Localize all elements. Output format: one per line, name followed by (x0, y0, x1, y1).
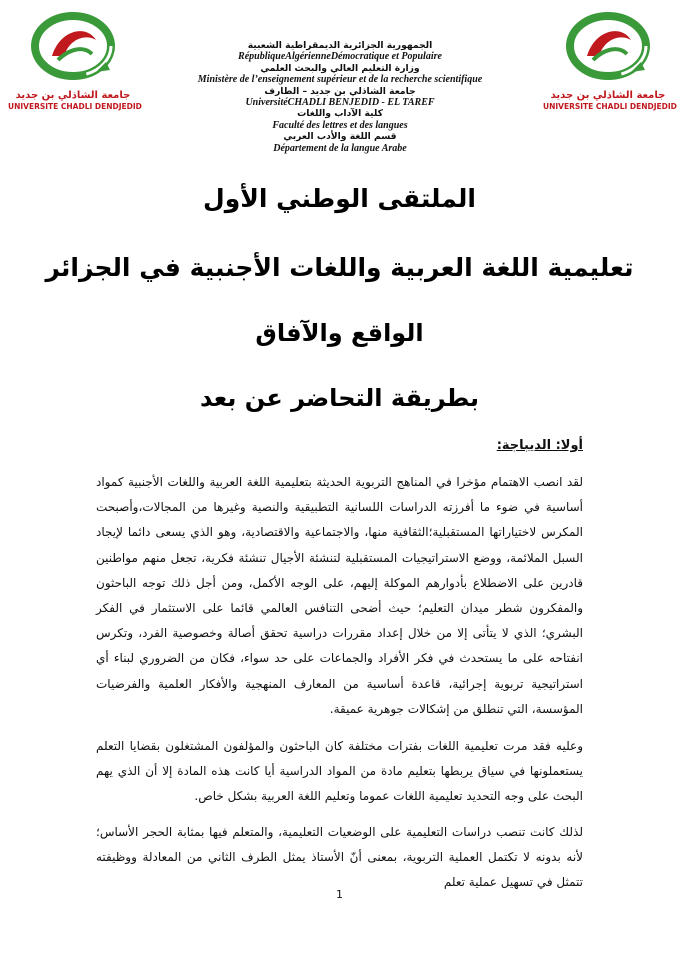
header-line: Département de la langue Arabe (273, 142, 407, 154)
conference-title: الملتقى الوطني الأول (203, 184, 476, 213)
university-name-arabic: جامعة الشاذلي بن جديد (550, 90, 666, 101)
header-line: Ministère de l’enseignement supérieur et de la recherche scientifique (197, 74, 483, 86)
section-heading: أولا: الديباجة: (496, 438, 583, 453)
header-line: وزارة التعليم العالي والبحث العلمي (260, 62, 420, 74)
conference-subtitle: الواقع والآفاق (255, 319, 424, 347)
body-paragraph: لقد انصب الاهتمام مؤخرا في المناهج التربوية الحديثة بتعليمية اللغة العربية واللغات الأجنبية كمواد أساسية في ضوء ما أفرزته الدراسات اللسانية التطبيقية والنصية وغيرها من المجالات،وأصبحت المكرس لاختياراتها المستقبلية؛الثقافية منها، والاجتماعية والاقتصادية، وهو الذي يسعى دائما لإيجاد السبل الملائمة، ووضع الاستراتيجيات المستقبلية لتنشئة الأجيال تنشئة فكرية، تجعل منهم مواطنين قادرين على الاضطلاع بأدوارهم الموكلة إليهم، على الوجه الأكمل، ومن أجل ذلك توجه الباحثون والمفكرون شطر ميدان التعليم؛ حيث أضحى التنافس العالمي قائما على الاستثمار في الفكر البشري؛ الذي لا يتأتى إلا من خلال إعداد مقررات دراسية تحقق أصالة وخصوصية الفرد، وتكرس انفتاحه على ما يستحدث في فكر الأفراد والجماعات على حد سواء، فكان من الضروري لبناء أي استراتيجية تربوية إجرائية، قاعدة أساسية من المعارف المنهجية والأفكار العلمية والفرضيات المؤسسة، التي تنطلق من إشكالات جوهرية عميقة. (96, 475, 583, 716)
header-line: كلية الآداب واللغات (297, 108, 383, 120)
institution-header (150, 40, 530, 154)
header-line: UniversitéCHADLI BENJEDID - EL TAREF (245, 97, 435, 109)
university-emblem-icon (30, 10, 116, 88)
header-line: قسم اللغة والأدب العربي (283, 131, 397, 143)
university-name-arabic: جامعة الشاذلي بن جديد (15, 90, 131, 101)
conference-theme: تعليمية اللغة العربية واللغات الأجنبية في الجزائر (45, 253, 634, 282)
conference-format: بطريقة التحاضر عن بعد (199, 384, 480, 412)
university-name-french: UNIVERSITE CHADLI DENDJEDID (8, 102, 142, 111)
page-number: 1 (336, 888, 343, 901)
university-logo-left (8, 10, 142, 128)
university-name-french: UNIVERSITE CHADLI DENDJEDID (543, 102, 677, 111)
body-paragraph: وعليه فقد مرت تعليمية اللغات بفترات مختلفة كان الباحثون والمؤلفون المشتغلون بقضايا التعلم يستعملونها في سياق يربطها بتعليم مادة من المواد الدراسية أيا كانت هذه المادة إلا أن الذي يهم البحث على وجه التحديد تعليمية اللغات عموما وتعليم اللغة العربية بشكل خاص. (96, 739, 583, 804)
header-line: جامعة الشاذلي بن جديد – الطارف (264, 85, 416, 97)
university-emblem-icon (565, 10, 651, 88)
header-line: الجمهورية الجزائرية الديمقراطية الشعبية (247, 40, 433, 51)
header-line: Faculté des lettres et des langues (272, 119, 408, 131)
header-line: RépubliqueAlgérienneDémocratique et Populaire (238, 51, 442, 63)
body-paragraph: لذلك كانت تنصب دراسات التعليمية على الوضعيات التعليمية، والمتعلم فيها بمثابة الحجر الأساس؛ لأنه بدونه لا تكتمل العملية التربوية، بمعنى أنّ الأستاذ يمثل الطرف الثاني من المعادلة ووظيفته تتمثل في تسهيل عملية تعلم (96, 825, 583, 890)
university-logo-right (543, 10, 677, 128)
